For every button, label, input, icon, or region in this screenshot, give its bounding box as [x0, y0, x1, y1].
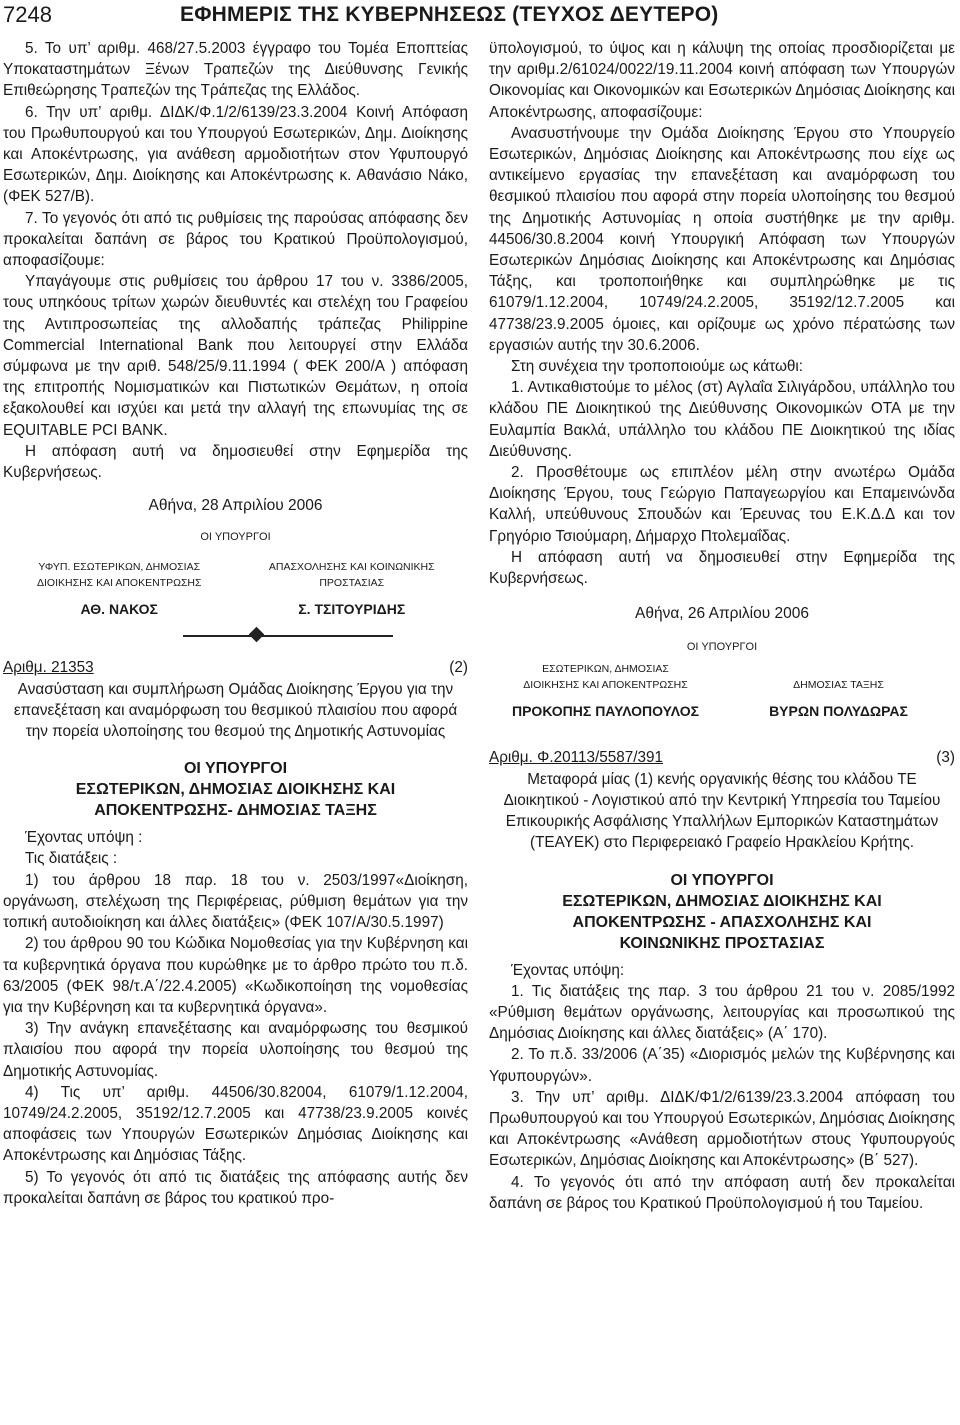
divider-line — [183, 635, 393, 637]
provision-item: 5) Το γεγονός ότι από τις διατάξεις της απόφασης αυτής δεν προκαλείται δαπάνη σε βάρος του κρατικού προ- — [3, 1168, 468, 1207]
gazette-title: ΕΦΗΜΕΡΙΣ ΤΗΣ ΚΥΒΕΡΝΗΣΕΩΣ (ΤΕΥΧΟΣ ΔΕΥΤΕΡΟ) — [180, 3, 719, 26]
continued-paragraph: ϋπολογισμού, το ύψος και η κάλυψη της οποίας προσδιορίζεται με την αριθμ.2/61024/0022/19.11.2004 κοινή απόφαση των Υπουργών Οικονομίας και Οικονομικών και Εσωτερικών Δημόσιας Διοίκησης και Αποκέντρωσης, αποφασίζουμε: — [489, 40, 955, 121]
ministers-label: ΟΙ ΥΠΟΥΡΓΟΙ — [200, 531, 271, 544]
signatory-name: ΑΘ. ΝΑΚΟΣ — [80, 601, 158, 618]
decision-title: Μεταφορά μίας (1) κενής οργανικής θέσης του κλάδου ΤΕ Διοικητικού - Λογιστικού από την Κεντρική Υπηρεσία του Ταμείου Επικουρικής Ασφάλισης Υπαλλήλων Εμπορικών Καταστημάτων (ΤΕΑΥΕΚ) στο Περιφερειακό Γραφείο Ηρακλείου Κρήτης. — [503, 770, 941, 852]
provision-item: 2) του άρθρου 90 του Κώδικα Νομοθεσίας για την Κυβέρνηση και τα κυβερνητικά όργανα που κυρώθηκε με το άρθρο πρώτο του π.δ. 63/2005 (ΦΕΚ 98/τ.Α΄/22.4.2005) «Κωδικοποίηση της νομοθεσίας για την Κυβέρνηση και τα κυβερνητικά όργανα». — [3, 935, 468, 1016]
signatory-title: ΑΠΑΣΧΟΛΗΣΗΣ ΚΑΙ ΚΟΙΝΩΝΙΚΗΣ — [268, 561, 435, 574]
signatory-title: ΔΙΟΙΚΗΣΗΣ ΚΑΙ ΑΠΟΚΕΝΤΡΩΣΗΣ — [523, 679, 688, 692]
decision-index: (2) — [449, 659, 468, 677]
consideration-item: 1. Τις διατάξεις της παρ. 3 του άρθρου 21 του ν. 2085/1992 «Ρύθμιση θεμάτων οργάνωσης, λειτουργίας και προσωπικού της Δημόσιας Διοίκησης και άλλες διατάξεις» (Α΄ 170). — [489, 982, 955, 1043]
signatory-name: Σ. ΤΣΙΤΟΥΡΙΔΗΣ — [298, 601, 406, 618]
publication-order: Η απόφαση αυτή να δημοσιευθεί στην Εφημερίδα της Κυβερνήσεως. — [489, 548, 955, 588]
provision-item: 3) Την ανάγκη επανεξέτασης και αναμόρφωσης του θεσμικού πλαισίου που αφορά την πορεία υλοποίησης του θεσμού της Δημοτικής Αστυνομίας. — [3, 1020, 468, 1080]
ministries-heading: ΑΠΟΚΕΝΤΡΩΣΗΣ - ΑΠΑΣΧΟΛΗΣΗΣ ΚΑΙ — [572, 913, 872, 931]
section-divider — [3, 617, 468, 657]
signatory-2 — [722, 661, 955, 719]
decision-title: Ανασύσταση και συμπλήρωση Ομάδας Διοίκησης Έργου για την επανεξέταση και αναμόρφωση του θεσμικού πλαισίου που αφορά την πορεία υλοποίησης του θεσμού της Δημοτικής Αστυνομίας — [13, 680, 458, 741]
amendment-intro: Στη συνέχεια την τροποποιούμε ως κάτωθι: — [511, 358, 804, 376]
signature-block — [3, 559, 468, 617]
signatory-name: ΠΡΟΚΟΠΗΣ ΠΑΥΛΟΠΟΥΛΟΣ — [511, 703, 699, 720]
left-column — [3, 38, 468, 1209]
publication-order: Η απόφαση αυτή να δημοσιευθεί στην Εφημερίδα της Κυβερνήσεως. — [3, 442, 468, 482]
decision-header — [489, 747, 955, 768]
page-header — [0, 0, 960, 34]
place-date: Αθήνα, 28 Απριλίου 2006 — [148, 497, 323, 515]
provision-item: 1) του άρθρου 18 παρ. 18 του ν. 2503/1997«Διοίκηση, οργάνωση, στελέχωση της Περιφέρειας, ρύθμιση θεμάτων για την τοπική αυτοδιοίκηση και άλλες διατάξεις» (ΦΕΚ 107/Α/30.5.1997) — [3, 871, 468, 932]
considering-label: Έχοντας υπόψη : — [25, 829, 143, 847]
reconstitution-paragraph: Ανασυστήνουμε την Ομάδα Διοίκησης Έργου στο Υπουργείο Εσωτερικών, Δημόσιας Διοίκησης και Αποκέντρωσης που είχε ως αντικείμενο εργασίας την επανεξέταση και αναμόρφωση του θεσμικού πλαισίου που αφορά στην πορεία υλοποίησης του θεσμού της Δημοτικής Αστυνομίας η οποία συστήθηκε με την αριθμ. 44506/30.8.2004 κοινή Υπουργική Απόφαση των Υπουργών Εσωτερικών Δημόσιας Διοίκησης και Αποκέντρωσης και Δημόσιας Τάξης, και τροποποιήθηκε και συμπληρώθηκε με τις 61079/1.12.2004, 10749/24.2.2005, 35192/12.7.2005 και 47738/23.9.2005 όμοιες, και ορίζουμε ως χρόνο πέρατώσης των εργασιών αυτής την 30.6.2006. — [489, 124, 955, 354]
signatory-1 — [489, 661, 722, 719]
right-column — [489, 38, 955, 1214]
amendment-item-1: 1. Αντικαθιστούμε το μέλος (στ) Αγλαΐα Σιλιγάρδου, υπάλληλο του κλάδου ΠΕ Διοικητικού της Διεύθυνσης Οικονομικών ΟΤΑ με την Ευλαμπία Βακλά, υπάλληλο του κλάδου ΠΕ Διοικητικού της ιδίας Διεύθυνσης. — [489, 379, 955, 460]
diamond-ornament-icon — [249, 627, 265, 643]
consideration-item-6: 6. Την υπ’ αριθμ. ΔΙΔΚ/Φ.1/2/6139/23.3.2004 Κοινή Απόφαση του Πρωθυπουργού και του Υπουργού Εσωτερικών, Δημ. Διοίκησης και Αποκέντρωσης, για ανάθεση αρμοδιοτήτων στον Υφυπουργό Εσωτερικών, Δημ. Διοίκησης και Αποκέντρωσης κ. Αθανάσιο Νάκο, (ΦΕΚ 527/Β). — [3, 103, 468, 206]
signatory-name: ΒΥΡΩΝ ΠΟΛΥΔΩΡΑΣ — [769, 703, 908, 720]
provision-item: 4) Τις υπ’ αριθμ. 44506/30.82004, 61079/1.12.2004, 10749/24.2.2005, 35192/12.7.2005 και 47738/23.9.2005 κοινές αποφάσεις των Υπουργών Εσωτερικών Δημόσιας Διοίκησης και Αποκέντρωσης και Δημόσιας Τάξης. — [3, 1083, 468, 1165]
ministries-heading: ΕΣΩΤΕΡΙΚΩΝ, ΔΗΜΟΣΙΑΣ ΔΙΟΙΚΗΣΗΣ ΚΑΙ — [75, 781, 396, 799]
signatory-title — [722, 661, 955, 677]
decision-text: Υπαγάγουμε στις ρυθμίσεις του άρθρου 17 του ν. 3386/2005, τους υπηκόους τρίτων χωρών διευθυντές και στελέχη του Γραφείου της Αντιπροσωπείας της αλλοδαπής τράπεζας Philippine Commercial International Bank που λειτουργεί στην Ελλάδα σύμφωνα με την αριθ. 548/25/9.11.1994 ( ΦΕΚ 200/Α ) απόφαση της επιτροπής Νομισματικών και Πιστωτικών Θεμάτων, η οποία εξακολουθεί και ισχύει και μετά την αλλαγή της επωνυμίας της σε EQUITABLE PCI BANK. — [3, 273, 468, 439]
decision-number: Αριθμ. Φ.20113/5587/391 — [489, 749, 664, 767]
signature-block — [489, 661, 955, 719]
amendment-item-2: 2. Προσθέτουμε ως επιπλέον μέλη στην ανωτέρω Ομάδα Διοίκησης Έργου, τους Γεώργιο Παπαγεωργίου και Επαμεινώνδα Καλλή, υπεύθυνους Σπουδών και Έρευνας του Ε.Κ.Δ.Δ και τον Γρηγόριο Τσιούμαρη, Δήμαρχο Πτολεμαΐδας. — [489, 464, 955, 545]
place-date: Αθήνα, 26 Απριλίου 2006 — [635, 605, 809, 623]
consideration-item: 4. Το γεγονός ότι από την απόφαση αυτή δεν προκαλείται δαπάνη σε βάρος του Κρατικού Προϋπολογισμού ή του Ταμείου. — [489, 1173, 955, 1212]
ministries-heading: ΚΟΙΝΩΝΙΚΗΣ ΠΡΟΣΤΑΣΙΑΣ — [619, 934, 825, 952]
signatory-title: ΥΦΥΠ. ΕΣΩΤΕΡΙΚΩΝ, ΔΗΜΟΣΙΑΣ — [38, 561, 201, 574]
decision-header — [3, 657, 468, 678]
signatory-2 — [236, 559, 469, 617]
ministers-heading: ΟΙ ΥΠΟΥΡΓΟΙ — [670, 871, 774, 889]
consideration-item: 2. Το π.δ. 33/2006 (Α΄35) «Διορισμός μελών της Κυβέρνησης και Υφυπουργών». — [489, 1046, 955, 1085]
ministries-heading: ΑΠΟΚΕΝΤΡΩΣΗΣ- ΔΗΜΟΣΙΑΣ ΤΑΞΗΣ — [94, 802, 377, 820]
ministries-heading: ΕΣΩΤΕΡΙΚΩΝ, ΔΗΜΟΣΙΑΣ ΔΙΟΙΚΗΣΗΣ ΚΑΙ — [562, 892, 882, 910]
consideration-item-5: 5. Το υπ’ αριθμ. 468/27.5.2003 έγγραφο του Τομέα Εποπτείας Υποκαταστημάτων Ξένων Τραπεζών της Διεύθυνσης Γενικής Επιθεώρησης Τραπεζών της Τράπεζας της Ελλάδος. — [3, 40, 468, 100]
signatory-title: ΔΗΜΟΣΙΑΣ ΤΑΞΗΣ — [793, 679, 884, 692]
consideration-item-7: 7. Το γεγονός ότι από τις ρυθμίσεις της παρούσας απόφασης δεν προκαλείται δαπάνη σε βάρος του Κρατικού Προϋπολογισμού, αποφασίζουμε: — [3, 209, 468, 270]
decision-number: Αριθμ. 21353 — [3, 659, 94, 677]
considering-label: Έχοντας υπόψη: — [511, 961, 625, 979]
consideration-item: 3. Την υπ’ αριθμ. ΔΙΔΚ/Φ1/2/6139/23.3.2004 απόφαση του Πρωθυπουργού και του Υπουργού Εσωτερικών, Δημόσιας Διοίκησης και Αποκέντρωσης «Ανάθεση αρμοδιοτήτων στους Υφυπουργούς Εσωτερικών, Δημόσιας Διοίκησης και Αποκέντρωσης» (Β΄ 527). — [489, 1088, 955, 1170]
signatory-1 — [3, 559, 236, 617]
ministers-heading: ΟΙ ΥΠΟΥΡΓΟΙ — [183, 760, 288, 778]
signatory-title: ΠΡΟΣΤΑΣΙΑΣ — [319, 577, 385, 590]
decision-index: (3) — [936, 749, 955, 767]
signatory-title: ΔΙΟΙΚΗΣΗΣ ΚΑΙ ΑΠΟΚΕΝΤΡΩΣΗΣ — [36, 577, 202, 590]
ministers-label: ΟΙ ΥΠΟΥΡΓΟΙ — [686, 641, 758, 654]
signatory-title: ΕΣΩΤΕΡΙΚΩΝ, ΔΗΜΟΣΙΑΣ — [542, 663, 669, 676]
provisions-label: Τις διατάξεις : — [25, 850, 118, 868]
page-number: 7248 — [3, 2, 52, 27]
